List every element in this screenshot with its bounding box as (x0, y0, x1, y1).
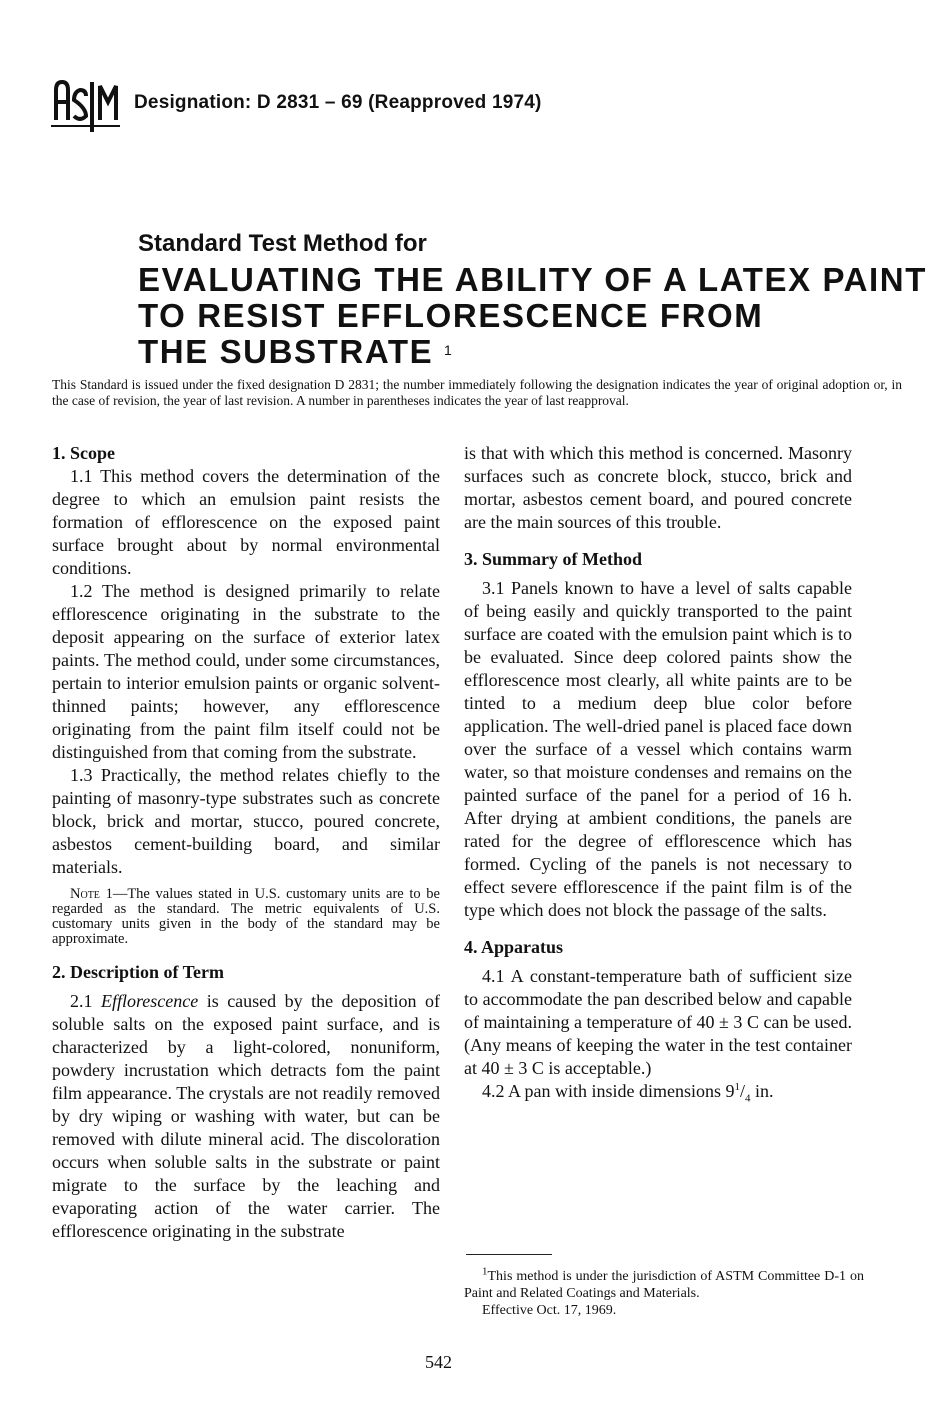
paragraph-2-1-number: 2.1 (70, 991, 101, 1011)
paragraph-4-2: 4.2 A pan with inside dimensions $9^1/_4$ in. (482, 1081, 774, 1105)
title-line-2: TO RESIST EFFLORESCENCE FROM (138, 297, 764, 334)
footnote (464, 1265, 864, 1319)
section-1-heading: 1. Scope (52, 443, 115, 463)
designation: Designation: D 2831 – 69 (Reapproved 1974) (134, 92, 542, 113)
paragraph-1-3: 1.3 Practically, the method relates chiefly to the painting of masonry-type substrates such as concrete block, brick and mortar, stucco, poured concrete, asbestos cement-building board, and similar materials. (52, 765, 440, 877)
footnote-1-text: This method is under the jurisdiction of ASTM Committee D-1 on Paint and Related Coatings and Materials. (464, 1269, 864, 1301)
title-line-3-text: THE SUBSTRATE (138, 333, 434, 370)
issuance-statement: This Standard is issued under the fixed designation D 2831; the number immediately following the designation indicates the year of original adoption or, in the case of revision, the year of last revision. A number in parentheses indicates the year of last reapproval. (52, 377, 902, 408)
astm-logo (50, 76, 122, 136)
title-footnote-mark: 1 (443, 342, 452, 358)
title-line-3 (138, 334, 927, 370)
paragraph-3-1: 3.1 Panels known to have a level of salts capable of being easily and quickly transported to the paint surface are coated with the emulsion paint which is to be evaluated. Since deep colored paints show the efflorescence most clearly, all white paints are to be tinted to a medium deep blue color before application. The well-dried panel is placed face down over the surface of a vessel which contains warm water, so that moisture condenses and remains on the painted surface of the panel for a period of 16 h. After drying at ambient conditions, the panels are rated for the degree of efflorescence which has formed. Cycling of the panels is not necessary to effect severe efflorescence if the paint film is of the type which does not block the passage of the salts. (464, 578, 852, 920)
footnote-mark: 1 (482, 1265, 488, 1278)
note-1-label: Note 1 (70, 886, 113, 902)
paragraph-4-2-text: 4.2 A pan with inside dimensions 9 (482, 1081, 735, 1101)
paragraph-1-2: 1.2 The method is designed primarily to relate efflorescence originating in the substrate to the deposit appearing on the surface of exterior latex paints. The method could, under some circumstances, pertain to interior emulsion paints or organic solvent-thinned paints; however, any efflorescence originating from the paint film itself could not be distinguished from that coming from the substrate. (52, 581, 440, 762)
note-1 (52, 887, 440, 947)
fraction-denominator: 4 (745, 1092, 751, 1105)
footnote-effective-date: Effective Oct. 17, 1969. (482, 1303, 617, 1318)
paragraph-2-1 (52, 990, 440, 1243)
logo-text: ASTM (50, 76, 53, 77)
term-efflorescence: Efflorescence (100, 991, 199, 1011)
standard-title (138, 262, 927, 370)
paragraph-2-1-continued: is that with which this method is concerned. Masonry surfaces such as concrete block, stucco, brick and mortar, asbestos cement board, and poured concrete are the main sources of this trouble. (464, 443, 852, 532)
section-4-heading: 4. Apparatus (464, 937, 564, 957)
title-line-1: EVALUATING THE ABILITY OF A LATEX PAINT (138, 261, 927, 298)
left-column (52, 442, 440, 1243)
section-3-heading: 3. Summary of Method (464, 549, 642, 569)
paragraph-1-1: 1.1 This method covers the determination of the degree to which an emulsion paint resists the formation of efflorescence on the exposed paint surface brought about by normal environmental conditions. (52, 466, 440, 578)
page-number: 542 (425, 1352, 452, 1372)
section-2-heading: 2. Description of Term (52, 962, 224, 982)
paragraph-2-1-text: is caused by the deposition of soluble salts on the exposed paint surface, and is characterized by a light-colored, nonuniform, powdery incrustation which detracts fom the paint film appearance. The crystals are not readily removed by dry wiping or washing with water, but can be removed with dilute mineral acid. The discoloration occurs when soluble salts in the substrate or paint migrate to the surface by the leaching and evaporating action of the water carrier. The efflorescence originating in the substrate (52, 991, 440, 1241)
paragraph-4-1: 4.1 A constant-temperature bath of sufficient size to accommodate the pan described below and capable of maintaining a temperature of 40 ± 3 C can be used. (Any means of keeping the water in the test container at 40 ± 3 C is acceptable.) (464, 966, 852, 1078)
fraction-numerator: 1 (734, 1081, 741, 1093)
note-1-text: —The values stated in U.S. customary units are to be regarded as the standard. The metric equivalents of U.S. customary units given in the body of the standard may be approximate. (52, 886, 440, 947)
paragraph-4-2-tail: in. (750, 1081, 774, 1101)
footnote-1 (464, 1265, 864, 1302)
standard-kind: Standard Test Method for (138, 230, 427, 257)
footnote-divider (466, 1254, 552, 1255)
right-column (464, 442, 852, 1103)
